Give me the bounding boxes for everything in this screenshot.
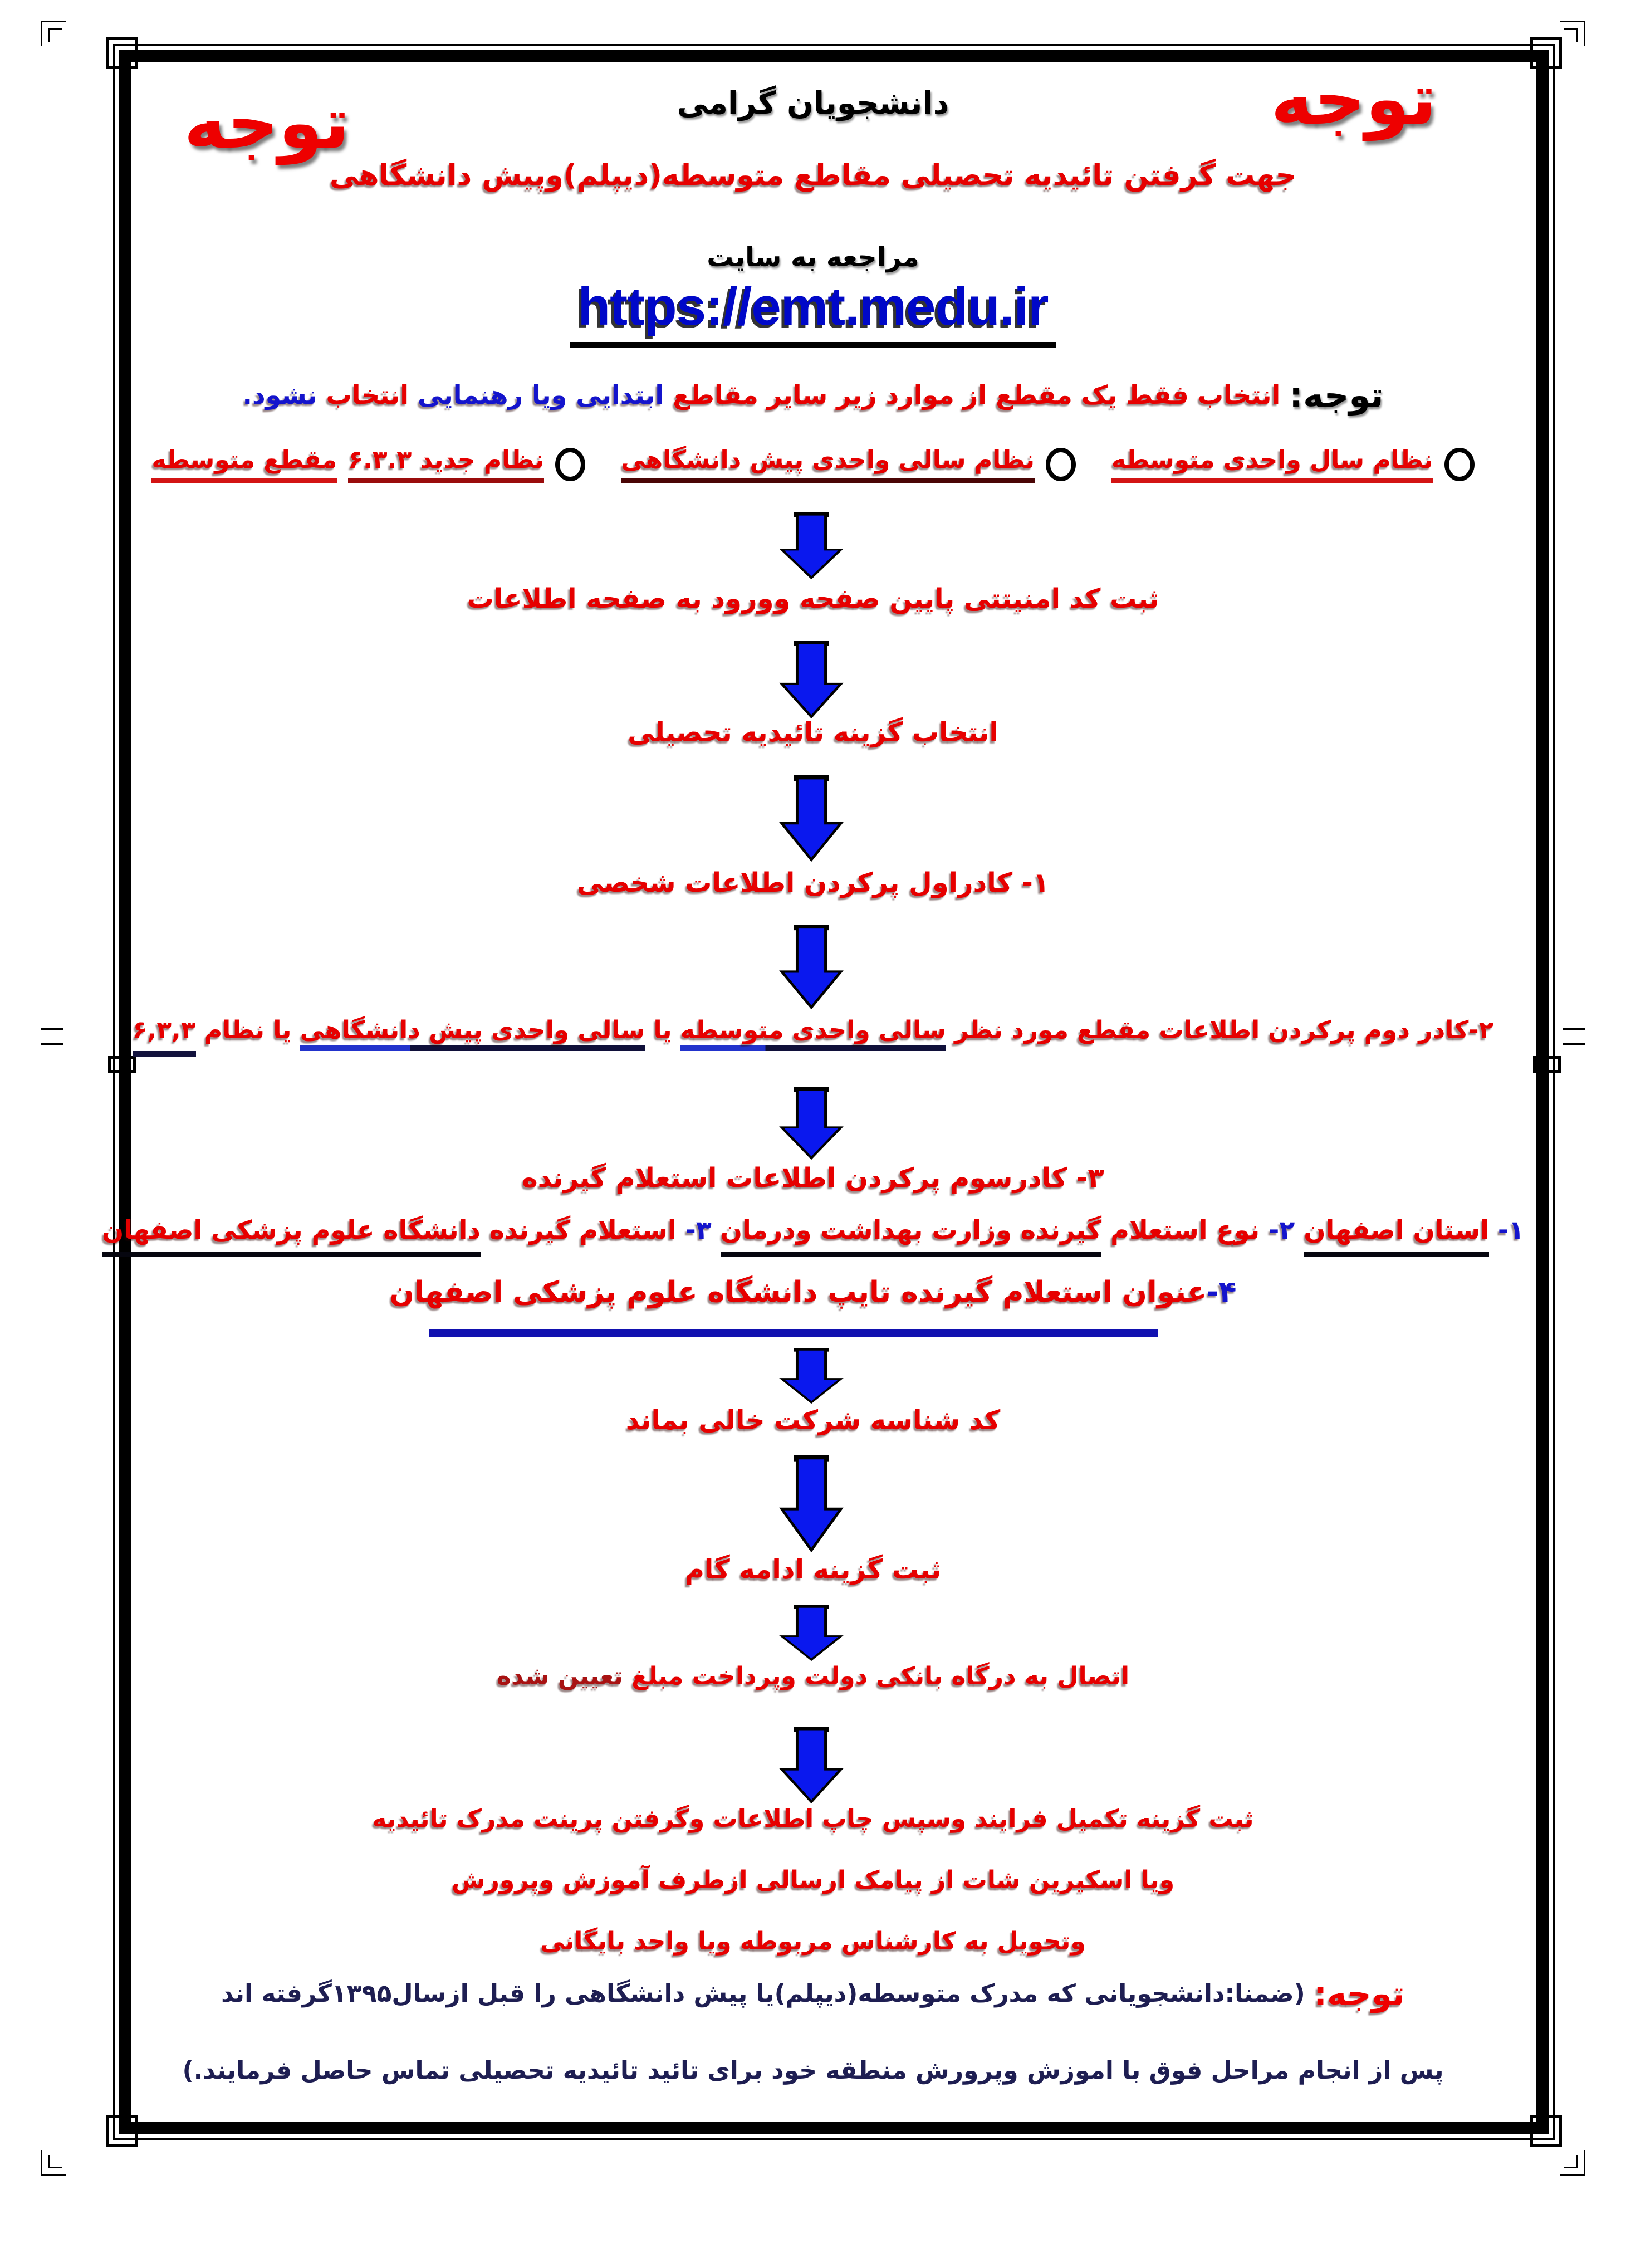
attention-badge-left: توجه: [184, 82, 350, 165]
system-options-row: [0, 446, 1626, 483]
inquiry-num-3: ۳-: [685, 1215, 712, 1245]
radio-option-new-system-633[interactable]: [151, 446, 585, 483]
page-break-weave-icon: [1533, 1056, 1561, 1073]
down-arrow-icon: [778, 512, 844, 579]
footer-note-label: توجه:: [1314, 1974, 1405, 2013]
step-frame1-personal-info: ۱- کادراول پرکردن اطلاعات شخصی: [576, 867, 1050, 898]
inquiry-type-underlined: گیرنده وزارت بهداشت ودرمان: [721, 1215, 1101, 1257]
crop-mark: [1564, 28, 1578, 42]
down-arrow-icon: [778, 775, 844, 862]
notice-line: [0, 373, 1626, 418]
step-frame3-inquirer-info: ۳- کادرسوم پرکردن اطلاعات استعلام گیرنده: [522, 1162, 1104, 1194]
border-corner-weave-icon: [106, 37, 138, 69]
inquiry-type-label: نوع استعلام: [1110, 1215, 1260, 1245]
radio-option-label: نظام سالی واحدی پیش دانشگاهی: [621, 446, 1035, 483]
notice-red-part2: انتخاب: [326, 380, 409, 410]
inquiry-num-2: ۲-: [1269, 1215, 1295, 1245]
down-arrow-icon: [778, 1605, 844, 1661]
notice-red-part: انتخاب فقط یک مقطع از موارد زیر سایر مقاطع: [673, 380, 1281, 410]
payment-amount-text: تعیین شده: [496, 1662, 623, 1690]
inquirer-details-line: [0, 1214, 1626, 1247]
radio-icon[interactable]: [1444, 448, 1475, 481]
radio-option-yearly-secondary[interactable]: [1111, 446, 1475, 483]
underline-decoration: [429, 1329, 1158, 1337]
step-company-code-empty: کد شناسه شرکت خالی بماند: [625, 1405, 1001, 1436]
border-corner-weave-icon: [106, 2115, 138, 2147]
step-screenshot-sms: ویا اسکیرین شات از پیامک ارسالی ازطرف آموزش وپرورش: [451, 1866, 1175, 1894]
footer-note-text: (ضمنا:دانشجویانی که مدرک متوسطه(دیپلم)یا پیش دانشگاهی را قبل ازسال۱۳۹۵گرفته اند: [221, 1979, 1305, 2008]
page-title: دانشجویان گرامی: [677, 85, 949, 121]
payment-text: اتصال به درگاه بانکی دولت وپرداخت مبلغ: [631, 1662, 1130, 1690]
inquiry-org-label: استعلام گیرنده: [489, 1215, 677, 1245]
page-break-weave-icon: [108, 1056, 136, 1073]
frame2-text: ۲-کادر دوم پرکردن اطلاعات مقطع مورد نظر: [954, 1016, 1494, 1044]
radio-icon[interactable]: [555, 448, 585, 481]
footer-note: [0, 1972, 1626, 2017]
frame2-secondary-underlined: سالی واحدی متوسطه: [680, 1016, 946, 1051]
notice-label: توجه:: [1289, 375, 1384, 416]
crop-mark: [48, 28, 62, 42]
step-payment-gateway: [0, 1661, 1626, 1692]
inquiry-org-underlined: دانشگاه علوم پزشکی اصفهان: [102, 1215, 481, 1257]
step-complete-print: ثبت گزینه تکمیل فرایند وسپس چاپ اطلاعات وگرفتن پرینت مدرک تائیدیه: [372, 1805, 1254, 1833]
crop-mark: [48, 2155, 62, 2168]
attention-badge-right: توجه: [1270, 58, 1437, 141]
crop-mark: [1564, 2155, 1578, 2168]
frame2-or: یا: [653, 1016, 672, 1044]
inquiry-province: استان اصفهان: [1304, 1215, 1489, 1257]
step-select-certificate: انتخاب گزینه تائیدیه تحصیلی: [628, 717, 998, 748]
frame2-preuniversity-underlined: سالی واحدی پیش دانشگاهی: [300, 1016, 645, 1051]
footer-last-line: پس از انجام مراحل فوق با اموزش وپرورش منطقه خود برای تائید تائیدیه تحصیلی تماس حاصل فرمایند.): [182, 2056, 1444, 2085]
inquirer-title-line: [0, 1274, 1626, 1311]
notice-blue-part2: نشود.: [242, 380, 317, 410]
step-continue-button: ثبت گزینه ادامه گام: [684, 1554, 942, 1585]
down-arrow-icon: [778, 925, 844, 1009]
radio-option-label2: مقطع متوسطه: [151, 446, 337, 483]
frame2-or-system: یا نظام: [204, 1016, 292, 1044]
radio-option-label: نظام سال واحدی متوسطه: [1111, 446, 1433, 483]
down-arrow-icon: [778, 1087, 844, 1160]
step-security-code: ثبت کد امنیتتی پایین صفحه وورود به صفحه اطلاعات: [467, 583, 1159, 614]
page-subtitle: جهت گرفتن تائیدیه تحصیلی مقاطع متوسطه(دیپلم)وپیش دانشگاهی: [329, 159, 1297, 192]
visit-site-label: مراجعه به سایت: [707, 242, 919, 273]
inquiry-num-4: ۴-: [1207, 1275, 1237, 1309]
down-arrow-icon: [778, 1348, 844, 1404]
border-corner-weave-icon: [1530, 37, 1562, 69]
site-url-link[interactable]: https://emt.medu.ir: [570, 277, 1056, 348]
border-corner-weave-icon: [1530, 2115, 1562, 2147]
radio-option-label: نظام جدید ۶.۳.۳: [348, 446, 544, 483]
inquiry-num-1: ۱-: [1497, 1215, 1525, 1245]
radio-option-pre-university[interactable]: [621, 446, 1076, 483]
down-arrow-icon: [778, 1455, 844, 1552]
notice-blue-part: ابتدایی ویا رهنمایی: [417, 380, 664, 410]
radio-icon[interactable]: [1046, 448, 1076, 481]
frame2-633-underlined: ۶,۳,۳: [133, 1016, 196, 1057]
inquiry-title-text: عنوان استعلام گیرنده تایپ دانشگاه علوم پزشکی اصفهان: [389, 1275, 1207, 1309]
down-arrow-icon: [778, 1727, 844, 1803]
step-deliver-expert: وتحویل به کارشناس مربوطه ویا واحد بایگانی: [540, 1927, 1086, 1956]
site-url-row: [0, 277, 1626, 348]
down-arrow-icon: [778, 641, 844, 718]
step-frame2-level-info: [0, 1015, 1626, 1045]
